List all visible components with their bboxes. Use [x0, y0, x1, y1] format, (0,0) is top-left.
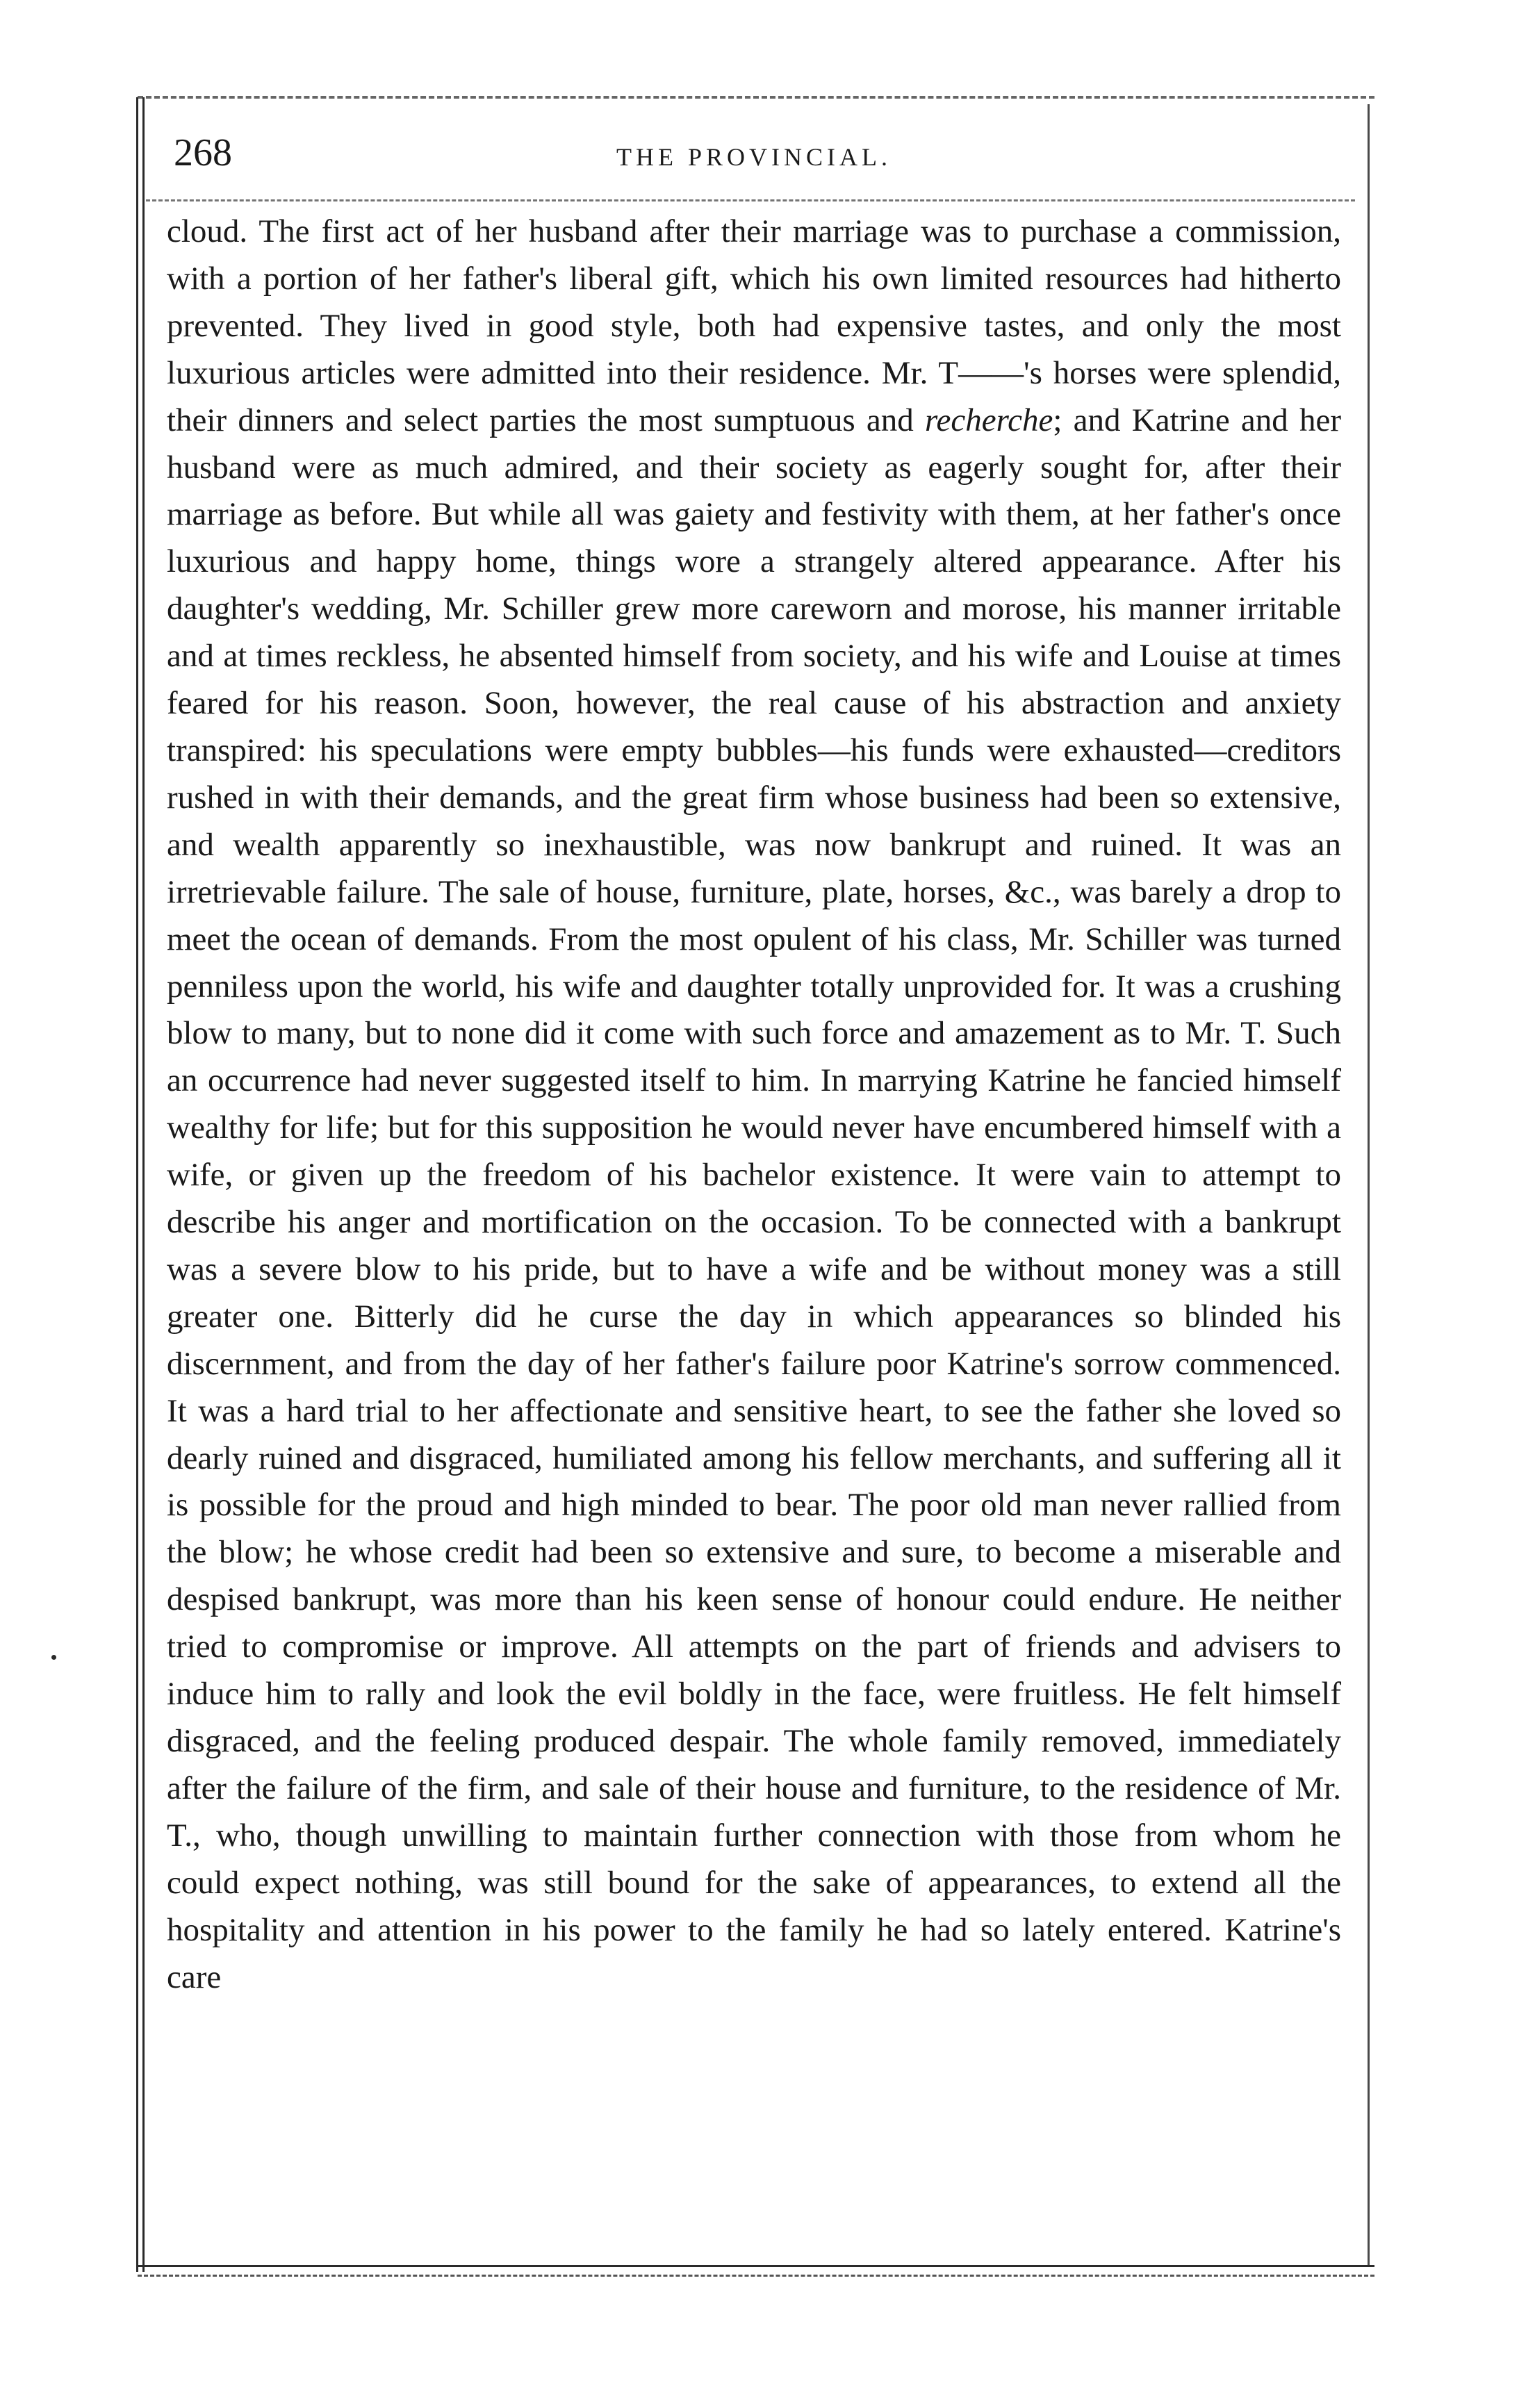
- top-border-rule: [138, 96, 1374, 99]
- body-paragraph: [167, 208, 1341, 2001]
- italic-term: recherche: [924, 402, 1053, 438]
- body-text-part-1: cloud. The first act of her husband after their marriage was to purchase a commission, with a portion of her father's liberal gift, which his own limited resources had hitherto prevented. They lived in good style, both had expensive tastes, and only the most luxurious articles were admitted into their residence. Mr. T——'s horses were splendid, their dinners and select parties the most sumptuous and: [167, 213, 1341, 438]
- right-border: [1368, 104, 1370, 2265]
- body-text-part-2: ; and Katrine and her husband were as much admired, and their society as eagerly sought for, after their marriage as before. But while all was gaiety and festivity with them, at her father's once luxurious and happy home, things wore a strangely altered appearance. After his daughter's wedding, Mr. Schiller grew more careworn and morose, his manner irritable and at times reckless, he absented himself from society, and his wife and Louise at times feared for his reason. Soon, however, the real cause of his abstraction and anxiety transpired: his speculations were empty bubbles—his funds were exhausted—creditors rushed in with their demands, and the great firm whose business had been so extensive, and wealth apparently so inexhaustible, was now bankrupt and ruined. It was an irretrievable failure. The sale of house, furniture, plate, horses, &c., was barely a drop to meet the ocean of demands. From the most opulent of his class, Mr. Schiller was turned penniless upon the world, his wife and daughter totally unprovided for. It was a crushing blow to many, but to none did it come with such force and amazement as to Mr. T. Such an occurrence had never suggested itself to him. In marrying Katrine he fancied himself wealthy for life; but for this supposition he would never have encumbered himself with a wife, or given up the freedom of his bachelor existence. It were vain to attempt to describe his anger and mortification on the occasion. To be connected with a bankrupt was a severe blow to his pride, but to have a wife and be without money was a still greater one. Bitterly did he curse the day in which appearances so blinded his discernment, and from the day of her father's failure poor Katrine's sorrow commenced. It was a hard trial to her affectionate and sensitive heart, to see the father she loved so dearly ruined and disgraced, humiliated among his fellow merchants, and suffering all it is possible for the proud and high minded to bear. The poor old man never rallied from the blow; he whose credit had been so extensive and sure, to become a miserable and despised bankrupt, was more than his keen sense of honour could endure. He neither tried to compromise or improve. All attempts on the part of friends and advisers to induce him to rally and look the evil boldly in the face, were fruitless. He felt himself disgraced, and the feeling produced despair. The whole family removed, immediately after the failure of the firm, and sale of their house and furniture, to the residence of Mr. T., who, though unwilling to maintain further connection with those from whom he could expect nothing, was still bound for the sake of appearances, to extend all the hospitality and attention in his power to the family he had so lately entered. Katrine's care: [167, 402, 1341, 1995]
- header-rule: [146, 199, 1355, 201]
- page-number: 268: [174, 131, 232, 174]
- left-border-outer: [136, 97, 138, 2272]
- bottom-rule: [138, 2265, 1374, 2267]
- bottom-rule-dashed: [138, 2275, 1374, 2277]
- running-head: THE PROVINCIAL.: [616, 143, 892, 171]
- left-border-inner: [142, 97, 145, 2272]
- margin-speck: [51, 1655, 56, 1660]
- page-header: [160, 129, 1348, 177]
